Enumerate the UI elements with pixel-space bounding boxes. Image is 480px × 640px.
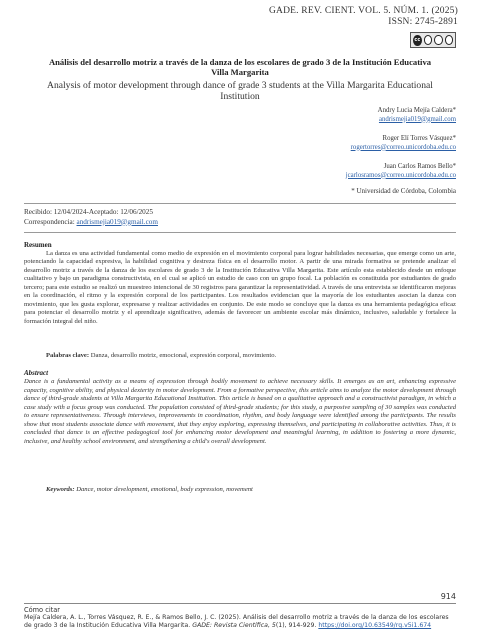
author-email-link[interactable]: jcarlosramos@correo.unicordoba.edu.co (345, 171, 456, 179)
keywords-en-line (24, 486, 456, 493)
noncommercial-icon (434, 35, 442, 45)
resumen-heading: Resumen (24, 241, 52, 249)
journal-issn: ISSN: 2745-2891 (388, 17, 458, 27)
keywords-label-en: Keywords: (46, 486, 75, 493)
correspondence-email-link[interactable]: andrismejia019@gmail.com (76, 217, 158, 226)
sharealike-icon (445, 35, 453, 45)
page-number: 914 (440, 592, 456, 601)
received-accepted-dates: Recibido: 12/04/2024-Aceptado: 12/06/2025 (24, 208, 153, 216)
keywords-es: Danza, desarrollo motriz, emocional, expresión corporal, movimiento. (90, 352, 277, 359)
divider-top (24, 203, 456, 204)
creative-commons-icon: cc (413, 35, 422, 46)
correspondence-label: Correspondencia: (24, 217, 75, 226)
author-list (346, 107, 456, 191)
cc-license-badge[interactable] (410, 32, 456, 48)
article-title-english: Analysis of motor development through dance of grade 3 students at the Villa Margarita Educational Institution (47, 80, 433, 102)
citation-heading: Cómo citar (24, 606, 60, 614)
author-name: Andry Lucia Mejía Caldera* (377, 107, 456, 114)
author-entry (346, 163, 456, 180)
author-name: Roger Elí Torres Vásquez* (382, 135, 456, 142)
journal-volume: GADE. REV. CIENT. VOL. 5. NÚM. 1. (2025) (268, 6, 458, 16)
author-email-link[interactable]: andrismejia019@gmail.com (378, 115, 456, 123)
abstract-text: Dance is a fundamental activity as a means of expression through bodily movement to achieve necessary skills. It emerges as an art, enhancing expressive capacity, cognitive ability, and physical dexterity in motor development. From a formative perspective, this article aims to analyze the motor development through dance of third-grade students at Villa Margarita Educational Institution. This article is based on a qualitative approach and a constructivist paradigm, in which a case study with a focus group was conducted. The population consisted of third-grade students; for this study, a purposive sampling of 30 samples was conducted to ensure representativeness. Through interviews, improvements in coordination, rhythm, and body language were identified among the participants. The results show that most students associate dance with movement, that they enjoy exploring, expressing themselves, and participating in collaborative activities. Thus, it is concluded that dance is an effective pedagogical tool for enhancing motor development and meaningful learning, in addition to fostering a more dynamic, inclusive, and healthy school environment, and strengthening a child's overall development. (24, 378, 456, 445)
resumen-text: La danza es una actividad fundamental como medio de expresión en el movimiento corporal para lograr habilidades necesarias, que emerge como un arte, potenciando la capacidad expresiva, la habilidad cognitiva y destreza física en el desarrollo motor. A partir de una mirada formativa se pretende analizar el desarrollo motriz a través de la danza de los escolares de grado 3 de la Institución Educativa Villa Margarita. Este artículo esta establecido desde un enfoque cualitativo y bajo un paradigma constructivista, en el cual se aplicó un estudio de caso con un grupo focal. La población es constituida por estudiantes de grado tercero; para este estudio se realizó un muestreo intencional de 30 registros para garantizar la representatividad. A través de una entrevista se identificaron mejoras en la coordinación, el ritmo y la expresión corporal de los participantes. Los resultados evidencian que la mayoría de los estudiantes asocian la danza con movimiento, que les gusta explorar, expresarse y realizar actividades en conjunto. De este modo se concluye que la danza es una herramienta pedagógica eficaz para potenciar el desarrollo motriz y el aprendizaje significativo, además de favorecer un ambiente escolar más dinámico, inclusivo, saludable y fortalece la formación integral del niño. (24, 250, 456, 325)
author-email-link[interactable]: rogertorres@correo.unicordoba.edu.co (350, 143, 456, 151)
attribution-icon (424, 35, 432, 45)
author-name: Juan Carlos Ramos Bello* (383, 163, 456, 170)
article-title-spanish: Análisis del desarrollo motriz a través de la danza de los escolares de grado 3 de la Institución Educativa Villa Margarita (48, 57, 432, 77)
abstract-body (24, 378, 456, 446)
citation-journal: GADE: Revista Científica, 5 (192, 622, 276, 629)
abstract-heading: Abstract (24, 369, 49, 377)
resumen-body (24, 250, 456, 326)
correspondence-line (24, 218, 158, 228)
citation-doi-link[interactable]: https://doi.org/10.63549/rg.v5i1.674 (318, 622, 432, 629)
journal-header (269, 6, 458, 28)
article-dates (24, 208, 158, 227)
author-affiliation: * Universidad de Córdoba, Colombia (351, 187, 456, 195)
author-entry (346, 135, 456, 152)
keywords-label-es: Palabras clave: (46, 352, 90, 359)
citation-text (24, 614, 456, 630)
palabras-clave (24, 352, 456, 360)
author-entry (346, 107, 456, 124)
divider-dates (24, 232, 456, 233)
keywords-en: Dance, motor development, emotional, body expression, movement (76, 486, 253, 493)
citation-pages: (1), 914-929. (275, 622, 317, 629)
citation-authors-title: Mejía Caldera, A. L., Torres Vásquez, R. E., & Ramos Bello, J. C. (2025). Análisis del desarrollo motriz a través de la danza de los escolares de grado 3 de la Institución Educativa Villa Margarita. (24, 614, 449, 629)
citation-box (24, 603, 456, 633)
